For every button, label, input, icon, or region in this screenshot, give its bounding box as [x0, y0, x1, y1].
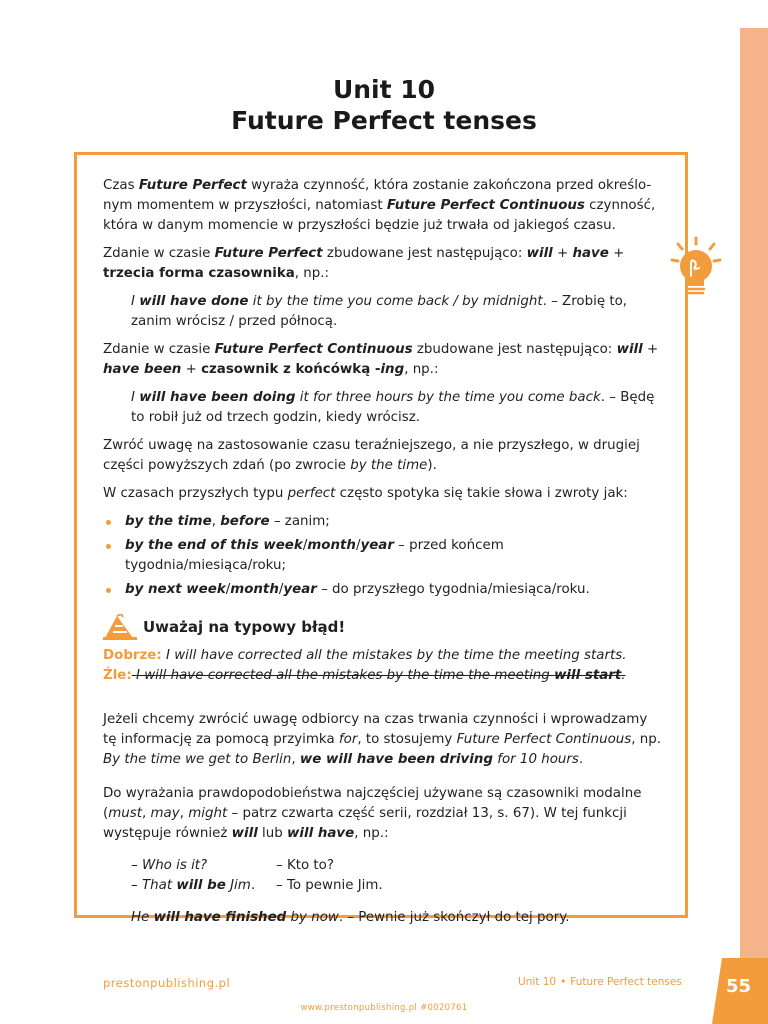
- running-footer: Unit 10 • Future Perfect tenses: [518, 976, 682, 988]
- for-preposition-paragraph: Jeżeli chcemy zwrócić uwagę odbiorcy na czas trwania czynności i wprowadzamy tę informację za pomocą przyimka for, to stosujemy Future Perfect Continuous, np. By the time we get to Berlin, we will have been driving for 10 hours.: [103, 712, 662, 767]
- future-perfect-continuous-structure: Zdanie w czasie Future Perfect Continuous zbudowane jest następująco: will + have been + czasownik z końcówką -ing, np.:: [103, 342, 659, 377]
- example-will-have-finished: He will have finished by now. – Pewnie już skończył do tej pory.: [131, 910, 570, 925]
- correct-label: Dobrze:: [103, 648, 162, 663]
- dialog-line: – That will be Jim.: [131, 878, 256, 893]
- incorrect-label: Źle:: [103, 668, 132, 683]
- lightbulb-icon: [666, 234, 726, 298]
- list-item: by the time, before – zanim;: [103, 512, 663, 532]
- dialog-translation: – To pewnie Jim.: [276, 878, 383, 893]
- list-item: by the end of this week/month/year – przed końcem tygodnia/miesiąca/roku;: [103, 536, 663, 576]
- watermark-text: www.prestonpublishing.pl #0020761: [300, 1003, 468, 1013]
- list-item: by next week/month/year – do przyszłego tygodnia/miesiąca/roku.: [103, 580, 663, 600]
- future-perfect-structure: Zdanie w czasie Future Perfect zbudowane jest następująco: will + have + trzecia forma czasownika, np.:: [103, 246, 625, 281]
- dialog-line: – Who is it?: [131, 858, 208, 873]
- margin-tab-top: [740, 0, 768, 28]
- example-future-perfect: I will have done it by the time you come back / by midnight. – Zrobię to, zanim wrócisz / przed północą.: [131, 294, 628, 329]
- page-title: [0, 74, 768, 136]
- title-line-1: Unit 10: [332, 75, 436, 104]
- incorrect-example: Źle: I will have corrected all the mistakes by the time the meeting will start.: [103, 668, 626, 683]
- dialog-example: [131, 856, 663, 896]
- page-number-tab: [712, 958, 768, 1024]
- time-expressions-list: [103, 512, 663, 600]
- publisher-link[interactable]: prestonpublishing.pl: [103, 976, 231, 990]
- present-tense-note: Zwróć uwagę na zastosowanie czasu teraźniejszego, a nie przyszłego, w drugiej części powyższych zdań (po zwrocie by the time).: [103, 438, 640, 473]
- page-number: 55: [726, 976, 752, 997]
- correct-example: Dobrze: I will have corrected all the mistakes by the time the meeting starts.: [103, 648, 627, 663]
- warning-title: Uważaj na typowy błąd!: [143, 618, 346, 636]
- probability-paragraph: Do wyrażania prawdopodobieństwa najczęściej używane są czasowniki modalne (must, may, might – patrz czwarta część serii, rozdział 13, s. 67). W tej funkcji występuje również will lub will have, np.:: [103, 786, 642, 841]
- warning-header: [103, 614, 663, 640]
- example-future-perfect-continuous: I will have been doing it for three hours by the time you come back. – Będę to robił już od trzech godzin, kiedy wrócisz.: [131, 390, 655, 425]
- title-line-2: Future Perfect tenses: [231, 106, 537, 135]
- intro-paragraph: Czas Future Perfect wyraża czynność, która zostanie zakończona przed określo-nym momentem w przyszłości, natomiast Future Perfect Continuous czynność, która w danym momencie w przyszłości będzie już trwała od jakiegoś czasu.: [103, 178, 656, 233]
- main-content: [103, 176, 663, 936]
- warning-cone-icon: [103, 614, 139, 640]
- time-expressions-intro: W czasach przyszłych typu perfect często spotyka się takie słowa i zwroty jak:: [103, 486, 628, 501]
- dialog-translation: – Kto to?: [276, 858, 334, 873]
